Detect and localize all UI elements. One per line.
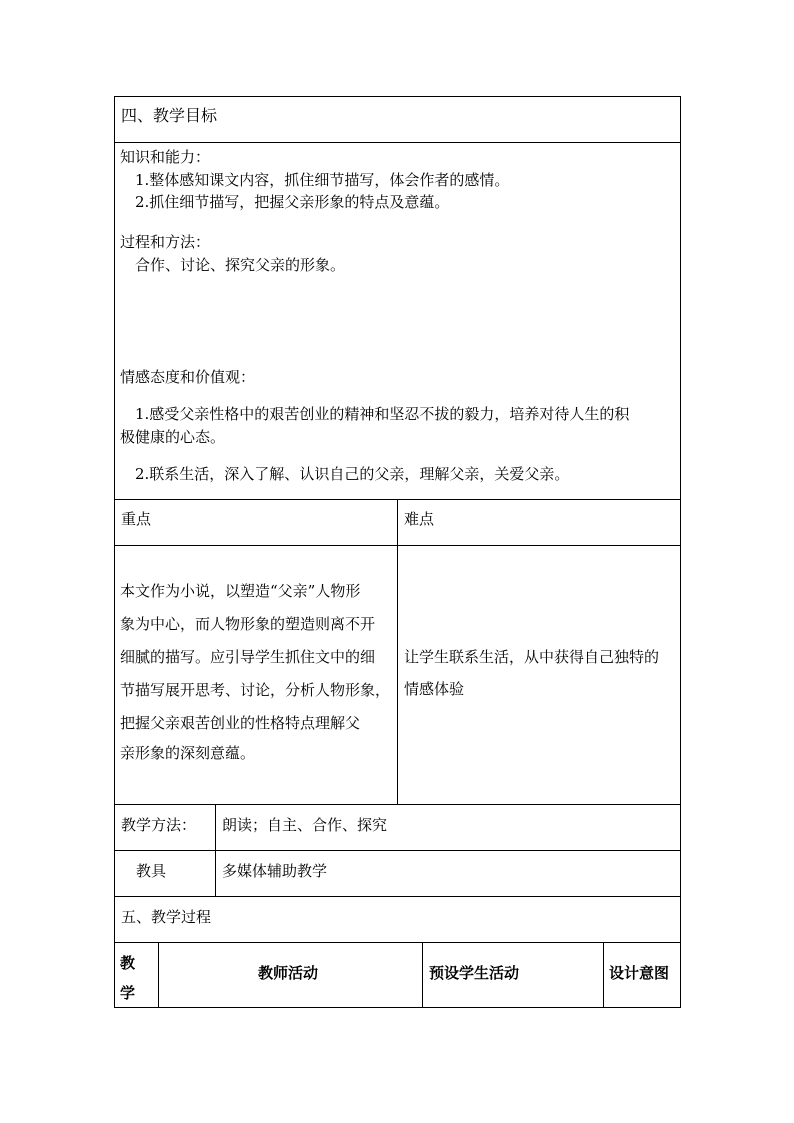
emotion-item-2: 2.联系生活，深入了解、认识自己的父亲，理解父亲，关爱父亲。 bbox=[135, 465, 570, 483]
process-heading: 过程和方法： bbox=[120, 233, 211, 251]
process-text: 合作、讨论、探究父亲的形象。 bbox=[135, 256, 346, 274]
focus-column-divider bbox=[397, 499, 398, 805]
key-point-label: 重点 bbox=[121, 510, 152, 528]
divider-section5 bbox=[114, 942, 681, 943]
emotion-item-1-line-1: 1.感受父亲性格中的艰苦创业的精神和坚忍不拔的毅力，培养对待人生的积 bbox=[135, 405, 630, 423]
process-header-col1-line-2: 学 bbox=[120, 984, 136, 1002]
process-col-divider-2 bbox=[422, 942, 423, 1008]
table-border-right bbox=[680, 96, 681, 1008]
key-point-line-6: 亲形象的深刻意蕴。 bbox=[120, 744, 256, 762]
key-point-line-4: 节描写展开思考、讨论，分析人物形象， bbox=[120, 681, 391, 699]
methods-value: 朗读；自主、合作、探究 bbox=[222, 816, 388, 834]
divider-tools bbox=[114, 896, 681, 897]
process-header-col1-line-1: 教 bbox=[120, 954, 136, 972]
knowledge-heading: 知识和能力： bbox=[120, 148, 211, 166]
process-col-divider-3 bbox=[603, 942, 604, 1008]
process-header-student: 预设学生活动 bbox=[429, 964, 520, 982]
process-header-design: 设计意图 bbox=[609, 964, 670, 982]
process-header-teacher: 教师活动 bbox=[258, 964, 319, 982]
methods-column-divider bbox=[215, 804, 216, 897]
process-col-divider-1 bbox=[158, 942, 159, 1008]
difficulty-line-2: 情感体验 bbox=[404, 680, 465, 698]
knowledge-item-2: 2.抓住细节描写，把握父亲形象的特点及意蕴。 bbox=[135, 193, 450, 211]
methods-label: 教学方法： bbox=[121, 816, 197, 834]
key-point-line-1: 本文作为小说，以塑造“父亲”人物形 bbox=[120, 582, 361, 600]
key-point-line-5: 把握父亲艰苦创业的性格特点理解父 bbox=[120, 714, 361, 732]
section4-title: 四、教学目标 bbox=[121, 106, 218, 125]
tools-value: 多媒体辅助教学 bbox=[222, 862, 328, 880]
tools-label: 教具 bbox=[136, 862, 167, 880]
difficulty-label: 难点 bbox=[404, 510, 435, 528]
table-border-top bbox=[114, 96, 681, 97]
key-point-line-2: 象为中心，而人物形象的塑造则离不开 bbox=[120, 615, 376, 633]
knowledge-item-1: 1.整体感知课文内容，抓住细节描写，体会作者的感情。 bbox=[135, 171, 510, 189]
table-border-bottom bbox=[114, 1007, 681, 1008]
divider-methods bbox=[114, 850, 681, 851]
table-border-left bbox=[114, 96, 115, 1008]
emotion-item-1-line-2: 极健康的心态。 bbox=[120, 428, 226, 446]
divider-title bbox=[114, 142, 681, 143]
key-point-line-3: 细腻的描写。应引导学生抓住文中的细 bbox=[120, 648, 376, 666]
section5-title: 五、教学过程 bbox=[121, 908, 212, 926]
difficulty-line-1: 让学生联系生活，从中获得自己独特的 bbox=[404, 648, 660, 666]
emotion-heading: 情感态度和价值观： bbox=[120, 368, 256, 386]
